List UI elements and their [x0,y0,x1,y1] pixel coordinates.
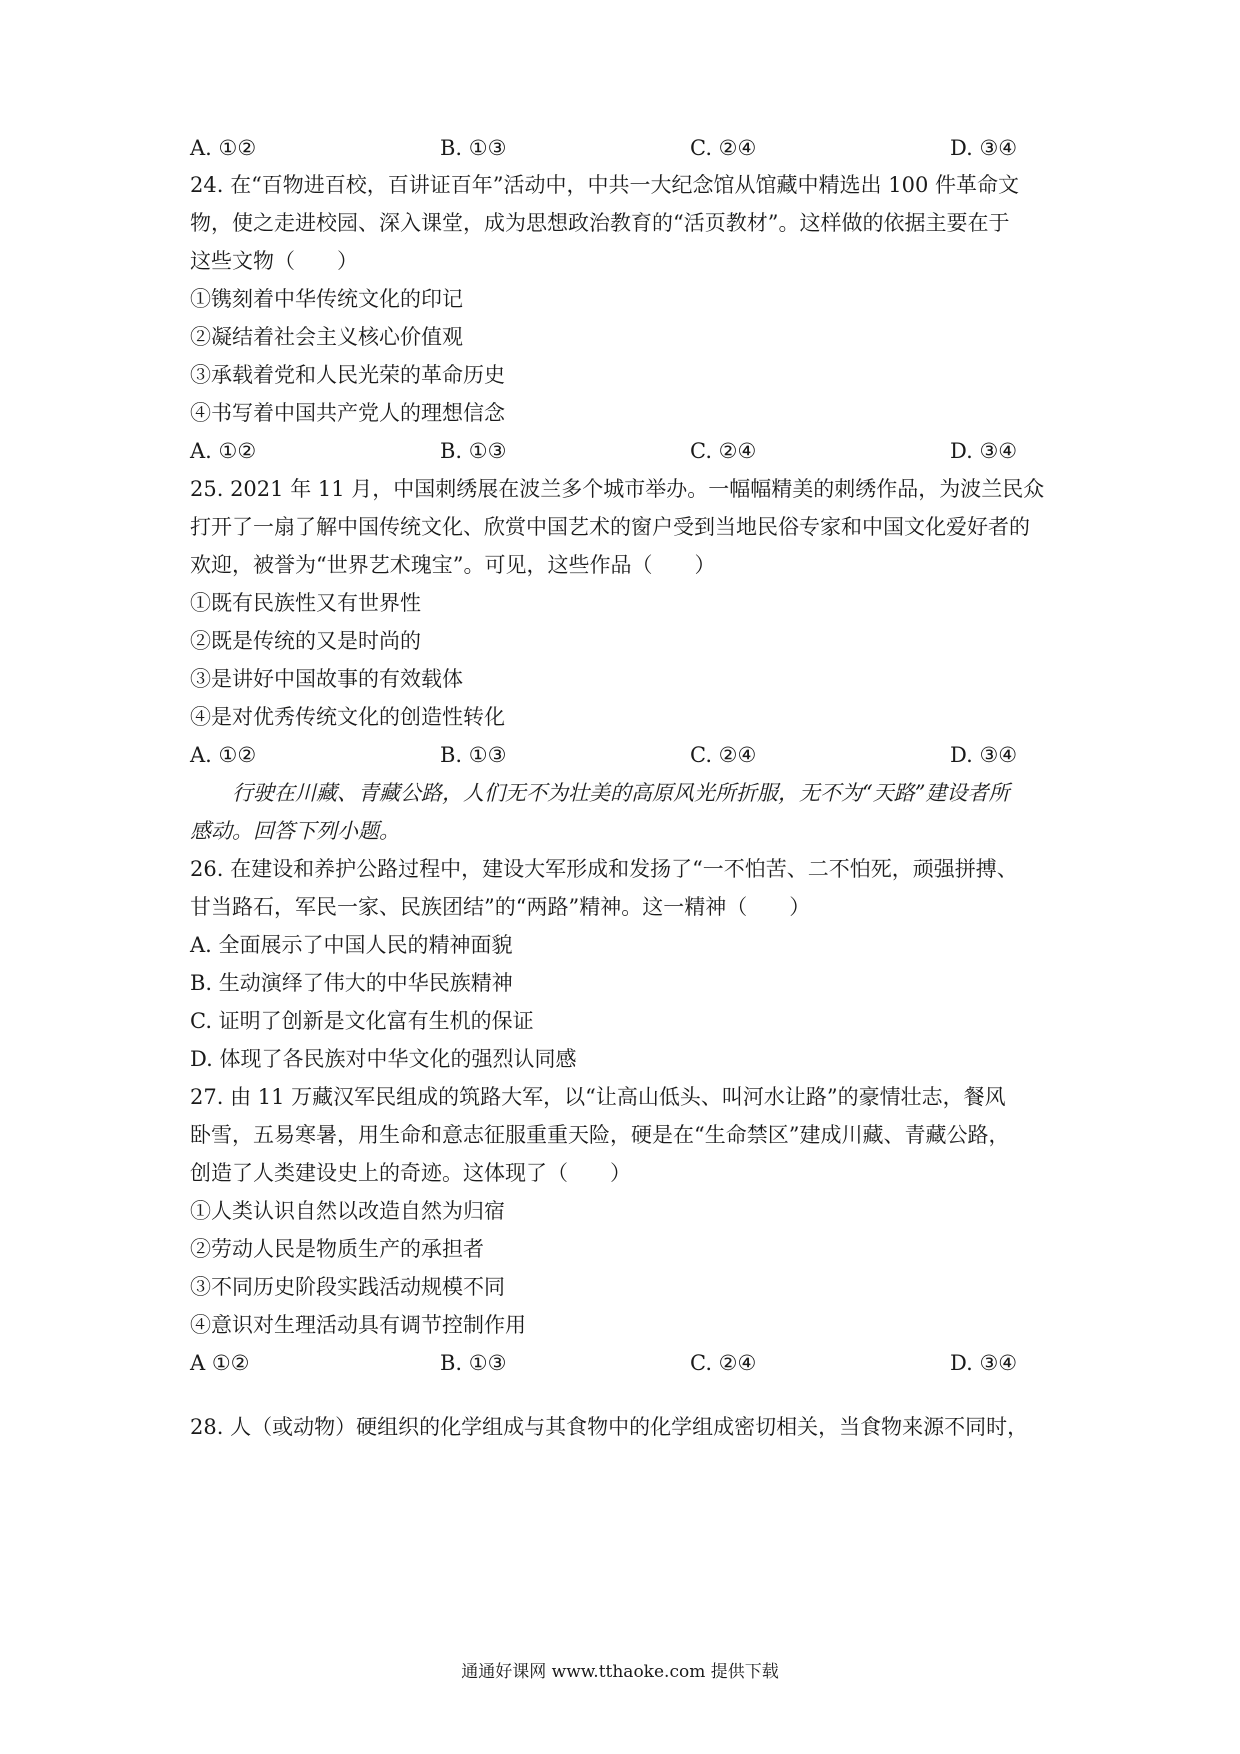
option-a: A. ①② [190,743,257,767]
q25-item: ③是讲好中国故事的有效载体 [190,667,463,691]
option-b: B. ①③ [440,439,507,463]
option-a: A ①② [190,1351,250,1375]
q26-choice-b: B. 生动演绎了伟大的中华民族精神 [190,971,513,995]
q25-item: ②既是传统的又是时尚的 [190,629,421,653]
option-c: C. ②④ [690,743,757,767]
q24-stem-line: 这些文物（ ） [190,249,358,273]
q25-stem-line: 25. 2021 年 11 月，中国刺绣展在波兰多个城市举办。一幅幅精美的刺绣作品，为波兰民众 [190,477,1045,501]
option-c: C. ②④ [690,1351,757,1375]
q24-item: ①镌刻着中华传统文化的印记 [190,287,463,311]
option-c: C. ②④ [690,439,757,463]
q26-stem-line: 26. 在建设和养护公路过程中，建设大军形成和发扬了“一不怕苦、二不怕死，顽强拼搏、 [190,857,1018,881]
option-b: B. ①③ [440,743,507,767]
page-footer: 通通好课网 www.tthaoke.com 提供下载 [461,1662,779,1682]
q24-item: ③承载着党和人民光荣的革命历史 [190,363,505,387]
q24-item: ④书写着中国共产党人的理想信念 [190,401,505,425]
material-text-line: 行驶在川藏、青藏公路，人们无不为壮美的高原风光所折服，无不为“天路”建设者所 [232,781,1010,805]
q24-stem-line: 24. 在“百物进百校，百讲证百年”活动中，中共一大纪念馆从馆藏中精选出 100 件革命文 [190,173,1019,197]
q27-item: ②劳动人民是物质生产的承担者 [190,1237,484,1261]
q28-stem-line: 28. 人（或动物）硬组织的化学组成与其食物中的化学组成密切相关，当食物来源不同时， [190,1415,1029,1439]
option-b: B. ①③ [440,1351,507,1375]
option-d: D. ③④ [950,743,1018,767]
q27-item: ③不同历史阶段实践活动规模不同 [190,1275,505,1299]
q25-item: ④是对优秀传统文化的创造性转化 [190,705,505,729]
option-d: D. ③④ [950,439,1018,463]
q27-stem-line: 创造了人类建设史上的奇迹。这体现了（ ） [190,1161,631,1185]
option-b: B. ①③ [440,136,507,160]
q25-item: ①既有民族性又有世界性 [190,591,421,615]
q24-stem-line: 物，使之走进校园、深入课堂，成为思想政治教育的“活页教材”。这样做的依据主要在于 [190,211,1010,235]
q24-item: ②凝结着社会主义核心价值观 [190,325,463,349]
q27-stem-line: 27. 由 11 万藏汉军民组成的筑路大军，以“让高山低头、叫河水让路”的豪情壮志，餐风 [190,1085,1006,1109]
q26-stem-line: 甘当路石，军民一家、民族团结”的“两路”精神。这一精神（ ） [190,895,811,919]
option-c: C. ②④ [690,136,757,160]
material-text-line: 感动。回答下列小题。 [190,819,400,843]
q27-item: ①人类认识自然以改造自然为归宿 [190,1199,505,1223]
q25-stem-line: 打开了一扇了解中国传统文化、欣赏中国艺术的窗户受到当地民俗专家和中国文化爱好者的 [190,515,1030,539]
option-a: A. ①② [190,439,257,463]
option-d: D. ③④ [950,136,1018,160]
q27-item: ④意识对生理活动具有调节控制作用 [190,1313,526,1337]
q26-choice-d: D. 体现了各民族对中华文化的强烈认同感 [190,1047,577,1071]
option-a: A. ①② [190,136,257,160]
option-d: D. ③④ [950,1351,1018,1375]
q25-stem-line: 欢迎，被誉为“世界艺术瑰宝”。可见，这些作品（ ） [190,553,716,577]
q27-stem-line: 卧雪，五易寒暑，用生命和意志征服重重天险，硬是在“生命禁区”建成川藏、青藏公路， [190,1123,1010,1147]
q26-choice-a: A. 全面展示了中国人民的精神面貌 [190,933,513,957]
q26-choice-c: C. 证明了创新是文化富有生机的保证 [190,1009,534,1033]
